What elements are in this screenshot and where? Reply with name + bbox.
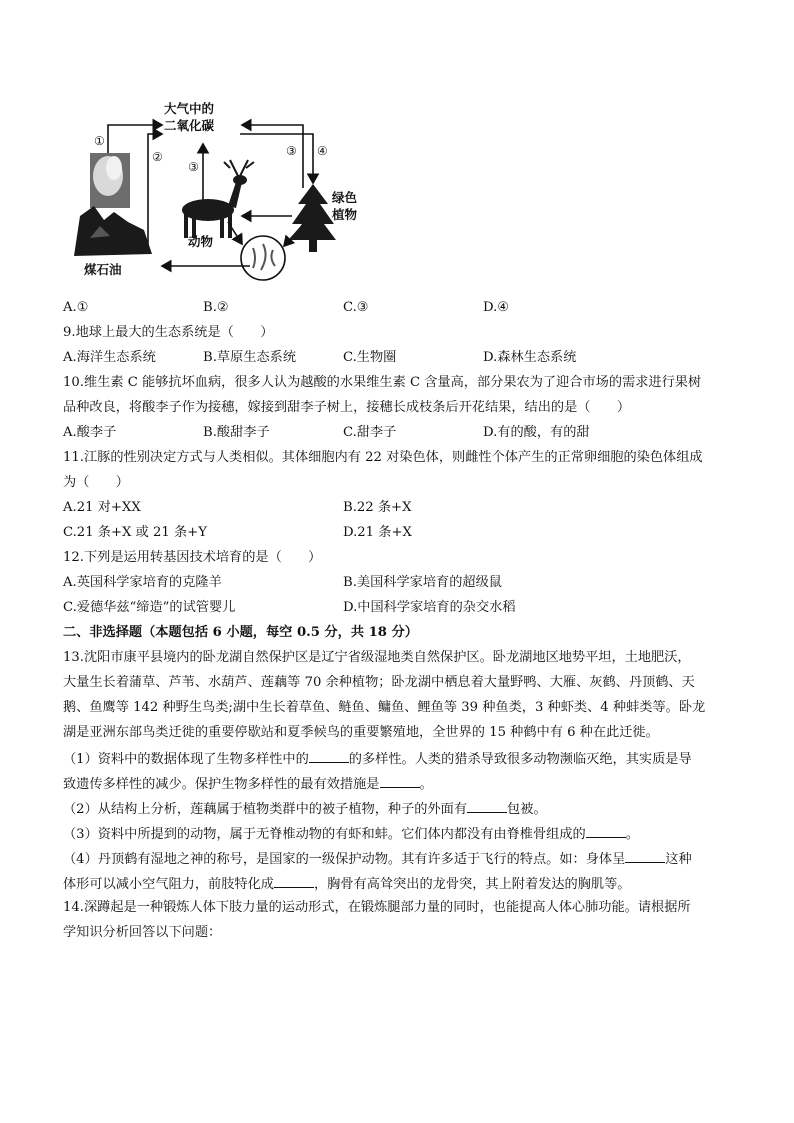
q11-option-c: C.21 条+X 或 21 条+Y (63, 525, 207, 540)
q13-sub1-text-a: （1）资料中的数据体现了生物多样性中的 (63, 752, 309, 767)
q12-option-c: C.爱德华兹“缔造”的试管婴儿 (63, 600, 236, 615)
q9-option-b: B.草原生态系统 (203, 350, 297, 365)
q11-stem-line1: 11.江豚的性别决定方式与人类相似。其体细胞内有 22 对染色体，则雌性个体产生的正常卵细胞的染色体组成 (63, 450, 703, 465)
tree-icon (290, 184, 336, 252)
q13-blank-4[interactable] (586, 823, 626, 838)
q14-stem-line1: 14.深蹲起是一种锻炼人体下肢力量的运动形式，在锻炼腿部力量的同时，也能提高人体心肺功能。请根据所 (63, 900, 691, 915)
plant-label-line2: 植物 (332, 207, 358, 222)
q13-sub4-line2 (63, 873, 631, 895)
q13-sub1-line1 (63, 748, 692, 770)
q12-option-a: A.英国科学家培育的克隆羊 (63, 575, 222, 590)
q13-sub3-text-b: 。 (625, 827, 639, 842)
q12-stem: 12.下列是运用转基因技术培育的是（ ） (63, 550, 322, 565)
q13-blank-2[interactable] (380, 773, 420, 788)
section-2-heading: 二、非选择题（本题包括 6 小题，每空 0.5 分，共 18 分） (63, 625, 418, 640)
q8-option-d: D.④ (483, 300, 510, 315)
q13-sub1-line2 (63, 773, 433, 795)
q13-sub2-text-a: （2）从结构上分析，莲藕属于植物类群中的被子植物，种子的外面有 (63, 802, 468, 817)
q10-option-c: C.甜李子 (343, 425, 397, 440)
carbon-cycle-diagram-drawing (70, 98, 370, 288)
arrow-label-2: ② (152, 150, 163, 164)
q13-blank-1[interactable] (309, 748, 349, 763)
q8-option-b: B.② (203, 300, 229, 315)
q10-stem-line2: 品种改良，将酸李子作为接穗，嫁接到甜李子树上，接穗长成枝条后开花结果，结出的是（ ） (63, 400, 631, 415)
q10-stem-line1: 10.维生素 C 能够抗坏血病，很多人认为越酸的水果维生素 C 含量高，部分果农为了迎合市场的需求进行果树 (63, 375, 702, 390)
q13-sub4-text-c: 体形可以减小空气阻力，前肢特化成 (63, 877, 274, 892)
fossil-fuel-label: 煤石油 (84, 262, 122, 277)
q13-sub4-text-b: 这种 (665, 852, 692, 867)
q9-option-a: A.海洋生态系统 (63, 350, 156, 365)
q11-stem-line2: 为（ ） (63, 475, 129, 490)
q13-sub3 (63, 823, 639, 845)
q10-option-b: B.酸甜李子 (203, 425, 270, 440)
q13-para-line3: 鹅、鱼鹰等 142 种野生鸟类;湖中生长着草鱼、鲢鱼、鳙鱼、鲤鱼等 39 种鱼类，3 种虾类、4 种蚌类等。卧龙 (63, 700, 706, 715)
co2-label-line2: 二氧化碳 (164, 118, 215, 133)
q13-blank-5[interactable] (625, 848, 665, 863)
q13-para-line2: 大量生长着蒲草、芦苇、水葫芦、莲藕等 70 余种植物；卧龙湖中栖息着大量野鸭、大雁、灰鹤、丹顶鹤、天 (63, 675, 695, 690)
q8-option-a: A.① (63, 300, 89, 315)
q13-blank-6[interactable] (274, 873, 314, 888)
q12-option-b: B.美国科学家培育的超级鼠 (343, 575, 502, 590)
animal-label: 动物 (188, 234, 214, 249)
q13-sub4-line1 (63, 848, 692, 870)
q13-sub1-text-b: 的多样性。人类的猎杀导致很多动物濒临灭绝，其实质是导 (348, 752, 692, 767)
q13-para-line1: 13.沈阳市康平县境内的卧龙湖自然保护区是辽宁省级湿地类自然保护区。卧龙湖地区地势平坦，土地肥沃， (63, 650, 691, 665)
q11-option-b: B.22 条+X (343, 500, 412, 515)
q13-blank-3[interactable] (467, 798, 507, 813)
q13-sub1-text-c: 致遗传多样性的减少。保护生物多样性的最有效措施是 (63, 777, 380, 792)
q10-option-d: D.有的酸，有的甜 (483, 425, 590, 440)
arrow-label-3a: ③ (188, 160, 199, 174)
q12-option-d: D.中国科学家培育的杂交水稻 (343, 600, 516, 615)
q13-sub3-text-a: （3）资料中所提到的动物，属于无脊椎动物的有虾和蚌。它们体内都没有由脊椎骨组成的 (63, 827, 586, 842)
arrow-label-4: ④ (317, 144, 328, 158)
q13-sub4-text-a: （4）丹顶鹤有湿地之神的称号，是国家的一级保护动物。其有许多适于飞行的特点。如：身体呈 (63, 852, 626, 867)
carbon-cycle-diagram (70, 98, 370, 288)
q9-option-d: D.森林生态系统 (483, 350, 577, 365)
q8-option-c: C.③ (343, 300, 369, 315)
q13-para-line4: 湖是亚洲东部鸟类迁徙的重要停歇站和夏季候鸟的重要繁殖地，全世界的 15 种鹤中有 6 种在此迁徙。 (63, 725, 659, 740)
arrow-label-1: ① (94, 134, 105, 148)
q13-sub1-text-d: 。 (419, 777, 433, 792)
q13-sub2-text-b: 包被。 (507, 802, 547, 817)
q14-stem-line2: 学知识分析回答以下问题： (63, 925, 222, 940)
q10-option-a: A.酸李子 (63, 425, 117, 440)
plant-label-line1: 绿色 (332, 190, 358, 205)
q9-option-c: C.生物圈 (343, 350, 397, 365)
q11-option-a: A.21 对+XX (63, 500, 141, 515)
q9-stem: 9.地球上最大的生态系统是（ ） (63, 325, 274, 340)
q11-option-d: D.21 条+X (343, 525, 412, 540)
q13-sub2 (63, 798, 547, 820)
q13-sub4-text-d: ，胸骨有高耸突出的龙骨突，其上附着发达的胸肌等。 (314, 877, 631, 892)
arrow-label-3b: ③ (286, 144, 297, 158)
co2-label-line1: 大气中的 (164, 101, 215, 116)
